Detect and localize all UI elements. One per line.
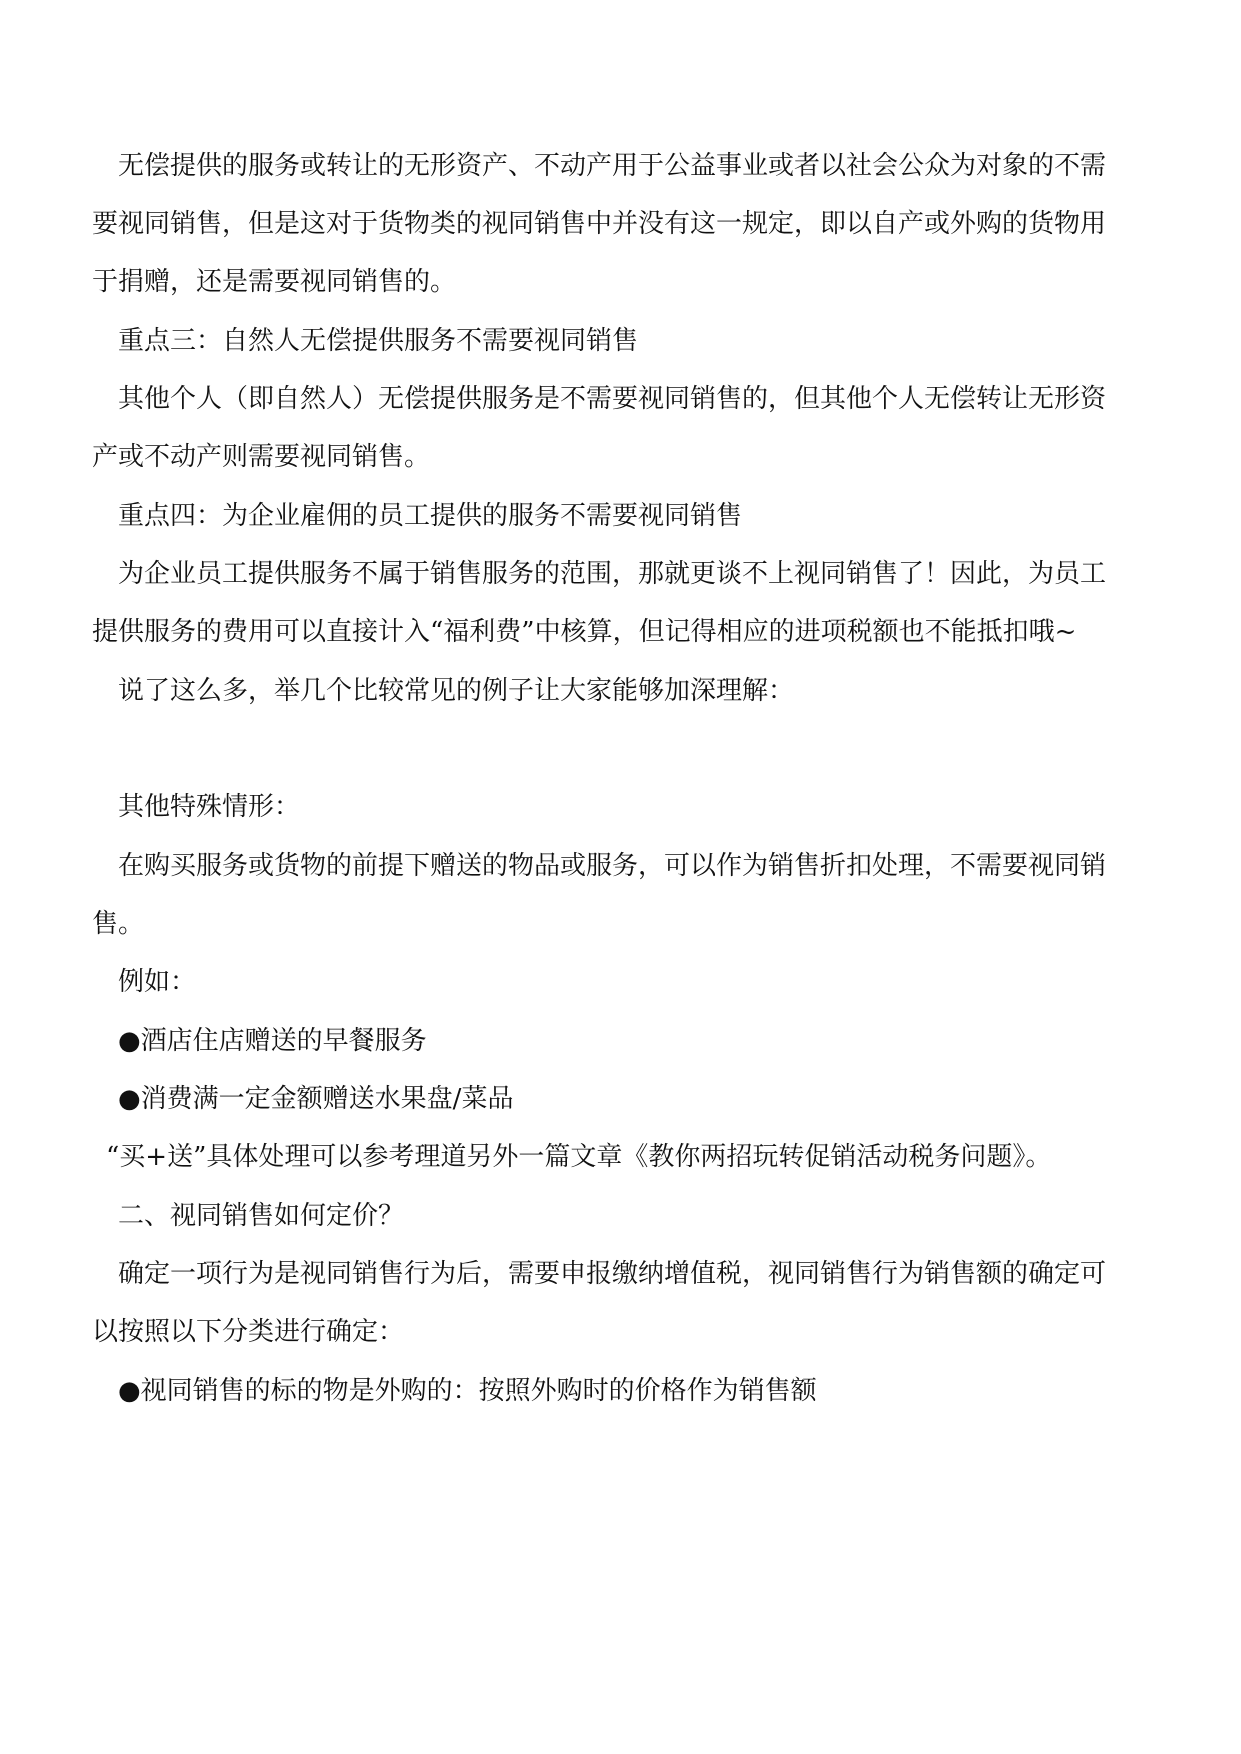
section-heading: 重点三：自然人无偿提供服务不需要视同销售 bbox=[118, 326, 639, 356]
paragraph-line: 无偿提供的服务或转让的无形资产、不动产用于公益事业或者以社会公众为对象的不需 bbox=[118, 151, 1107, 181]
paragraph-line: 说了这么多，举几个比较常见的例子让大家能够加深理解： bbox=[118, 676, 795, 706]
section-heading: 二、视同销售如何定价？ bbox=[118, 1201, 405, 1231]
paragraph-line: 例如： bbox=[118, 967, 197, 997]
paragraph-line: 以按照以下分类进行确定： bbox=[92, 1317, 405, 1347]
paragraph-line: 在购买服务或货物的前提下赠送的物品或服务，可以作为销售折扣处理，不需要视同销 bbox=[118, 851, 1107, 881]
section-heading: 其他特殊情形： bbox=[118, 792, 301, 822]
paragraph-line: “买+送”具体处理可以参考理道另外一篇文章《教你两招玩转促销活动税务问题》。 bbox=[106, 1142, 1052, 1172]
bullet-item: ●酒店住店赠送的早餐服务 bbox=[118, 1026, 427, 1056]
paragraph-line: 于捐赠，还是需要视同销售的。 bbox=[92, 267, 457, 297]
section-heading: 重点四：为企业雇佣的员工提供的服务不需要视同销售 bbox=[118, 501, 743, 531]
paragraph-line: 为企业员工提供服务不属于销售服务的范围，那就更谈不上视同销售了！因此，为员工 bbox=[118, 559, 1107, 589]
paragraph-line: 提供服务的费用可以直接计入“福利费”中核算，但记得相应的进项税额也不能抵扣哦~ bbox=[92, 617, 1077, 647]
paragraph-line: 售。 bbox=[92, 909, 145, 939]
bullet-item: ●消费满一定金额赠送水果盘/菜品 bbox=[118, 1084, 514, 1114]
paragraph-line: 要视同销售，但是这对于货物类的视同销售中并没有这一规定，即以自产或外购的货物用 bbox=[92, 209, 1107, 239]
bullet-item: ●视同销售的标的物是外购的：按照外购时的价格作为销售额 bbox=[118, 1376, 817, 1406]
paragraph-line: 确定一项行为是视同销售行为后，需要申报缴纳增值税，视同销售行为销售额的确定可 bbox=[118, 1259, 1107, 1289]
paragraph-line: 产或不动产则需要视同销售。 bbox=[92, 442, 431, 472]
paragraph-line: 其他个人（即自然人）无偿提供服务是不需要视同销售的，但其他个人无偿转让无形资 bbox=[118, 384, 1107, 414]
